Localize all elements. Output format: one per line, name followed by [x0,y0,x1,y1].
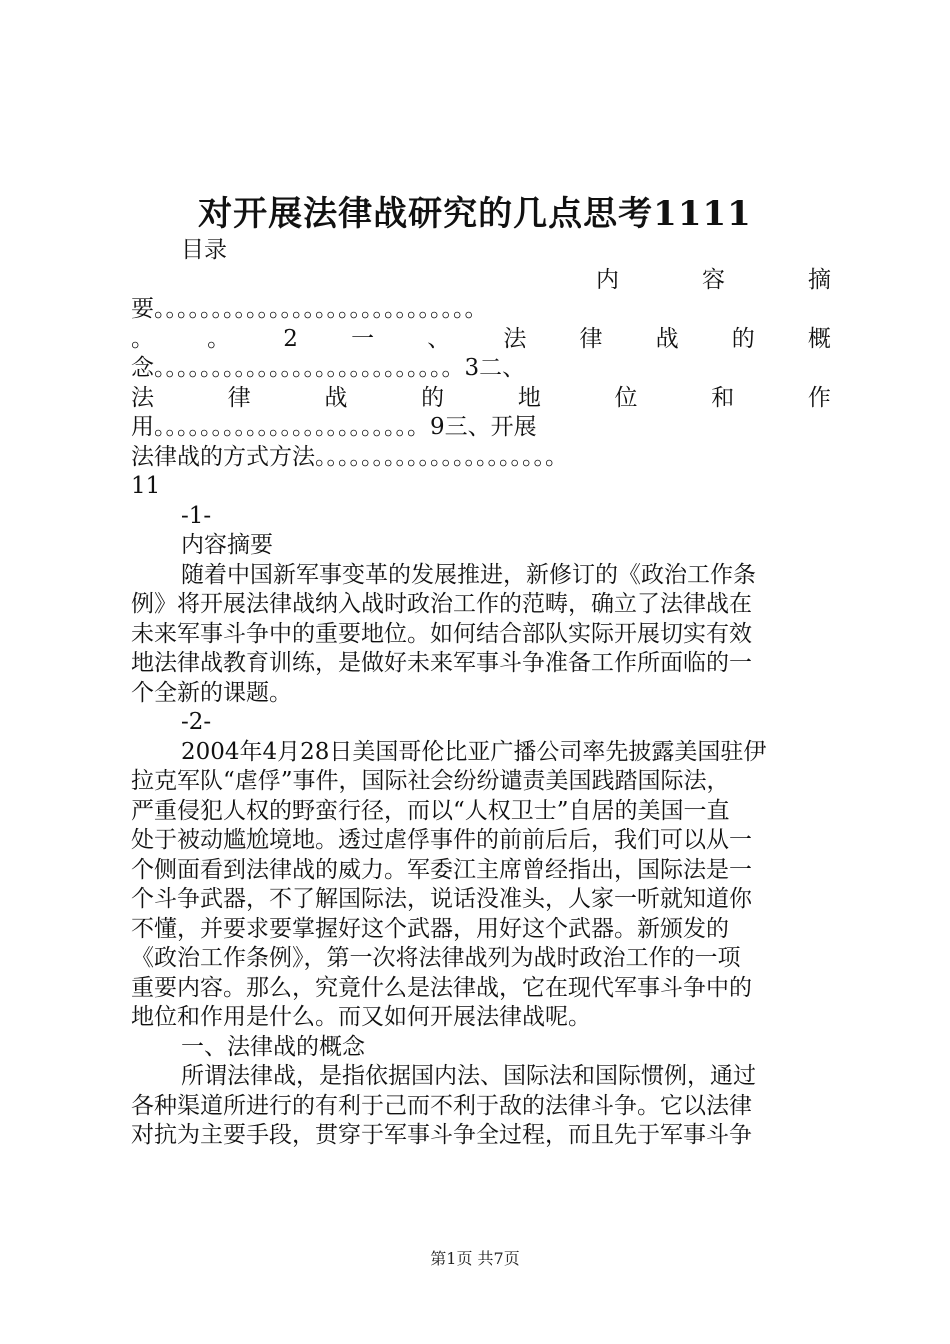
paragraph-line: 严重侵犯人权的野蛮行径，而以“人权卫士”自居的美国一直 [131,797,730,824]
toc-token: 法律战的方式方法。。。。。。。。。。。。。。。。。。。。。 [131,443,568,470]
toc-token: 的 [731,325,755,352]
paragraph-line: 未来军事斗争中的重要地位。如何结合部队实际开展切实有效 [131,620,752,647]
toc-line [131,384,831,414]
toc-line [131,295,831,325]
table-of-contents [131,266,831,502]
toc-line [131,472,831,502]
toc-token: 位 [614,384,638,411]
toc-token: 法 [131,384,154,411]
toc-token: 律 [227,384,251,411]
paragraph-line: 《政治工作条例》，第一次将法律战列为战时政治工作的一项 [131,945,741,971]
toc-token: 要。。。。。。。。。。。。。。。。。。。。。。。。。。。。 [131,296,488,322]
toc-token: 、 [427,325,451,352]
abstract-paragraph [131,561,831,709]
toc-token: 容 [702,266,725,293]
page-marker: -1- [181,502,212,529]
toc-token: 摘 [808,266,831,293]
paragraph-line: 所谓法律战，是指依据国内法、国际法和国际惯例，通过 [181,1063,756,1089]
toc-token: 一 [351,325,375,352]
paragraph-line: 个侧面看到法律战的威力。军委江主席曾经指出，国际法是一 [131,856,752,883]
paragraph-line: 地位和作用是什么。而又如何开展法律战呢。 [131,1004,591,1030]
toc-token: 战 [655,325,679,352]
paragraph-line: 对抗为主要手段，贯穿于军事斗争全过程，而且先于军事斗争 [131,1122,752,1148]
paragraph-line: 拉克军队“虐俘”事件，国际社会纷纷谴责美国践踏国际法， [131,768,730,794]
toc-heading: 目录 [181,237,227,263]
paragraph-line: 处于被动尴尬境地。透过虐俘事件的前前后后，我们可以从一 [131,827,752,853]
toc-token: 地 [517,384,541,411]
page-marker: -2- [181,709,212,735]
paragraph-line: 个斗争武器，不了解国际法，说话没准头，人家一听就知道你 [131,886,752,912]
toc-token: 11 [131,473,161,499]
toc-token: 念。。。。。。。。。。。。。。。。。。。。。。。。。。3二、 [131,355,526,381]
page-footer: 第1页 共7页 [430,1249,520,1268]
document-body [131,236,831,1151]
toc-token: 内 [596,266,619,293]
toc-token: 。 [207,325,231,352]
toc-token: 和 [711,384,735,411]
toc-token: 战 [324,384,348,411]
toc-line [131,443,831,473]
toc-token: 2 [283,325,298,352]
paragraph-line: 个全新的课题。 [131,679,292,706]
toc-line [131,325,831,355]
toc-token: 律 [579,325,603,352]
toc-line [131,266,831,296]
intro-paragraph [131,738,831,1033]
paragraph-line: 2004年4月28日美国哥伦比亚广播公司率先披露美国驻伊 [181,738,767,765]
section-paragraph [131,1062,831,1151]
toc-line [131,354,831,384]
toc-token: 用。。。。。。。。。。。。。。。。。。。。。。。9三、开展 [131,414,537,440]
document-title: 对开展法律战研究的几点思考1111 [198,194,752,234]
toc-line [131,413,831,443]
paragraph-line: 地法律战教育训练，是做好未来军事斗争准备工作所面临的一 [131,650,752,676]
paragraph-line: 不懂，并要求要掌握好这个武器，用好这个武器。新颁发的 [131,915,729,942]
paragraph-line: 各种渠道所进行的有利于己而不利于敌的法律斗争。它以法律 [131,1092,752,1119]
section-heading: 一、法律战的概念 [181,1033,365,1060]
toc-token: 法 [503,325,527,352]
toc-token: 作 [807,384,831,411]
paragraph-line: 随着中国新军事变革的发展推进，新修订的《政治工作条 [181,561,756,588]
paragraph-line: 重要内容。那么，究竟什么是法律战，它在现代军事斗争中的 [131,974,752,1001]
abstract-heading: 内容摘要 [181,532,273,558]
paragraph-line: 例》将开展法律战纳入战时政治工作的范畴，确立了法律战在 [131,591,752,617]
toc-token: 。 [131,325,154,352]
toc-token: 的 [421,384,445,411]
toc-token: 概 [807,325,831,352]
